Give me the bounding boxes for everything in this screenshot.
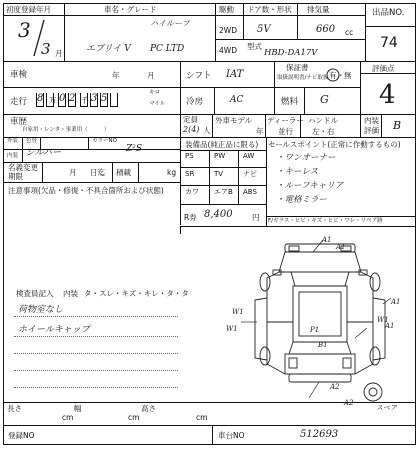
- equipment-item: エアB: [214, 188, 233, 196]
- grid-line: [42, 162, 43, 182]
- handle-label: ハンドル: [308, 116, 338, 125]
- handle-sub: 左・右: [312, 127, 335, 136]
- grid-line: [365, 3, 366, 61]
- equipment-item: ABS: [243, 188, 257, 196]
- note-line: [14, 336, 178, 337]
- warranty-label: 保証書: [286, 63, 309, 72]
- door-label: ドア数・形状: [247, 5, 292, 14]
- grade: PC LTD: [150, 44, 185, 54]
- damage-mark: A1: [391, 298, 401, 306]
- in-label: 内装: [7, 153, 19, 159]
- grid-line: [209, 150, 210, 204]
- equipment-item: PW: [214, 152, 226, 160]
- grid-line: [274, 87, 275, 114]
- grid-line: [180, 185, 266, 186]
- grid-line: [304, 87, 305, 114]
- sales-point: ・キーレス: [276, 167, 319, 177]
- reg-year: 3: [18, 18, 31, 42]
- grid-line: [180, 226, 181, 234]
- grid-line: [266, 137, 267, 226]
- grid-line: [3, 61, 416, 62]
- grid-line: [3, 425, 416, 426]
- grid-line: [243, 3, 244, 39]
- grid-line: [112, 162, 113, 182]
- shaken-month-unit: 月: [147, 71, 155, 80]
- grid-line: [265, 114, 266, 137]
- mileage-label: 走行: [10, 97, 28, 107]
- grid-line: [3, 182, 180, 183]
- capacity-value: 2(4): [183, 125, 200, 134]
- note-line: [14, 387, 178, 388]
- car-name-top: ハイルーフ: [150, 19, 190, 28]
- reg-no-label: 登録NO: [8, 431, 35, 440]
- fuel-label: 燃料: [281, 97, 299, 107]
- odometer-digit: 0: [59, 93, 66, 104]
- grid-line: [64, 3, 65, 61]
- equipment-item: PS: [185, 152, 194, 160]
- width-label: 幅: [74, 404, 82, 413]
- length-label: 長さ: [7, 404, 22, 413]
- car-name-label: 車名・グレード: [104, 5, 157, 14]
- inspector-options: タ・スレ・キズ・キレ・タ・タ: [84, 289, 189, 298]
- interior-sub: 評価: [364, 126, 379, 135]
- damage-mark: B1: [318, 341, 328, 349]
- grid-line: [3, 15, 216, 16]
- notes-label: 注意事項(欠品・修復・不具合箇所および状態): [8, 186, 164, 195]
- damage-mark: スペア: [376, 404, 397, 412]
- odometer-digit: 3: [91, 93, 98, 104]
- grid-line: [3, 114, 360, 115]
- grid-line: [212, 114, 213, 137]
- equipment-item: ナビ: [243, 170, 257, 178]
- odometer-digit: 5: [101, 93, 108, 104]
- fgas-label: F/ガラス・ヒビ・キズ・ヒビ・ワレ・リペア跡: [268, 218, 383, 224]
- warranty-sub: 取扱説明書/ナビ取扱: [277, 75, 329, 81]
- katashiki-label: 型式: [247, 42, 262, 51]
- shaken-year-unit: 年: [112, 71, 120, 80]
- car-name: エブリイ V: [86, 44, 131, 54]
- grid-line: [214, 87, 215, 114]
- grade-label: 評価点: [372, 64, 395, 73]
- damage-mark: P1: [310, 326, 320, 334]
- color-no-label: カラーNO: [92, 138, 117, 144]
- interior-value: B: [393, 119, 402, 132]
- grid-line: [360, 114, 416, 115]
- grid-line: [215, 3, 216, 61]
- displacement-value: 660: [316, 24, 336, 35]
- load-kg: kg: [167, 168, 177, 177]
- grid-line: [297, 3, 298, 39]
- drive-4wd: 4WD: [219, 46, 237, 55]
- odometer-slot: [110, 93, 118, 107]
- note-line: [14, 316, 178, 317]
- inspector-note-1: 荷物室なし: [18, 305, 64, 315]
- damage-mark: A2: [344, 399, 354, 407]
- equipment-item: AW: [243, 152, 255, 160]
- shift-label: シフト: [186, 71, 212, 81]
- inspector-label: 検査員記入: [16, 289, 54, 298]
- equipment-item: SR: [185, 170, 195, 178]
- reg-month-unit: 月: [55, 49, 63, 58]
- warranty-no: 無: [344, 71, 352, 80]
- model-year-label: 外車モデル: [215, 116, 253, 125]
- ext-color-label: 色替: [26, 138, 38, 144]
- door-value: 5V: [257, 24, 271, 35]
- grid-line: [365, 26, 416, 27]
- equipment-item: カワ: [185, 188, 199, 196]
- grid-line: [274, 61, 275, 87]
- model-year-unit: 年: [256, 127, 264, 136]
- color-no-value: Z²S: [126, 144, 143, 154]
- damage-mark: A1: [322, 236, 332, 244]
- unit-mile: マイル: [149, 101, 166, 107]
- first-reg-label: 初度登録年月: [6, 5, 51, 14]
- cc-label: cc: [345, 28, 354, 37]
- load-label: 積載: [116, 168, 131, 177]
- car-diagram: [255, 238, 385, 408]
- grid-line: [381, 114, 382, 137]
- drive-2wd: 2WD: [219, 26, 237, 35]
- height-cm: cm: [196, 413, 208, 422]
- ext-label: 外装: [7, 138, 19, 144]
- inspector-note-2: ホイールキャップ: [18, 325, 90, 335]
- displacement-label: 排気量: [307, 5, 330, 14]
- reg-month: 3: [41, 40, 51, 58]
- length-cm: cm: [62, 413, 74, 422]
- price-label: R券: [184, 213, 197, 222]
- katashiki-value: HBD-DA17V: [264, 48, 318, 58]
- sales-point: ・電格ミラー: [276, 195, 328, 205]
- sales-point: ・ルーフキャリア: [276, 181, 344, 191]
- odometer-unit-sen: 千: [81, 96, 89, 105]
- history-sub: 自家用・レンタ・事業用（ ）: [22, 127, 110, 133]
- grid-line: [180, 61, 181, 225]
- shaken-label: 車検: [10, 70, 28, 80]
- ext-color-value: シルバー: [26, 148, 62, 158]
- dealer-label: ディーラー: [267, 116, 304, 125]
- odometer-digit: 8: [37, 93, 44, 104]
- odometer-unit-man: 万: [49, 96, 57, 105]
- odometer-digit: 2: [69, 93, 76, 104]
- equipment-item: TV: [214, 170, 224, 178]
- damage-mark: A1: [336, 243, 346, 251]
- price-value: 8,400: [204, 209, 233, 220]
- grid-line: [212, 425, 213, 445]
- capacity-label: 定員: [183, 115, 198, 124]
- reg-change-day: 日迄: [90, 168, 105, 177]
- ac-label: 冷房: [186, 97, 204, 107]
- grid-line: [215, 39, 365, 40]
- history-label: 車歴: [10, 117, 28, 127]
- lot-label: 出品NO.: [372, 8, 405, 18]
- reg-change-label: 名義変更: [8, 163, 38, 172]
- shift-value: IAT: [226, 69, 244, 80]
- sales-point: ・ワンオーナー: [276, 153, 336, 163]
- grid-line: [215, 15, 365, 16]
- grid-line: [3, 87, 360, 88]
- equip-label: 装備品(純正品に限る): [185, 140, 259, 149]
- unit-km: キロ: [149, 90, 161, 96]
- note-line: [14, 353, 178, 354]
- grid-line: [238, 150, 239, 204]
- chassis-value: 512693: [300, 429, 339, 440]
- damage-mark: A1: [385, 322, 395, 330]
- damage-mark: A2: [330, 383, 340, 391]
- ac-value: AC: [230, 95, 244, 105]
- grid-line: [180, 167, 266, 168]
- capacity-unit: 人: [203, 126, 211, 135]
- damage-mark: W1: [226, 325, 238, 333]
- grid-line: [360, 73, 416, 74]
- damage-mark: W1: [232, 308, 244, 316]
- dealer-sub: 並行: [278, 127, 293, 136]
- reg-change-month: 月: [69, 168, 77, 177]
- grid-line: [180, 204, 266, 205]
- height-label: 高さ: [141, 404, 156, 413]
- grid-line: [180, 150, 266, 151]
- warranty-slash: ・: [337, 71, 345, 80]
- grid-line: [138, 162, 139, 182]
- grid-line: [3, 137, 416, 138]
- interior-label: 内装: [364, 116, 379, 125]
- drive-label: 駆動: [219, 5, 234, 14]
- width-cm: cm: [128, 413, 140, 422]
- grade-value: 4: [379, 80, 396, 110]
- price-unit: 円: [252, 213, 260, 222]
- lot-no: 74: [380, 35, 398, 51]
- warranty-yes: 有: [329, 71, 337, 80]
- inspector-sub: 内装: [63, 289, 78, 298]
- fuel-value: G: [320, 93, 329, 106]
- grid-line: [266, 216, 416, 217]
- grid-line: [88, 137, 89, 149]
- damage-mark: W1: [377, 316, 389, 324]
- sales-label: セールスポイント(正常に作動するもの): [268, 140, 401, 149]
- reg-change-sub: 期限: [8, 172, 23, 181]
- chassis-label: 車台NO: [218, 431, 245, 440]
- grid-line: [180, 226, 416, 227]
- note-line: [14, 370, 178, 371]
